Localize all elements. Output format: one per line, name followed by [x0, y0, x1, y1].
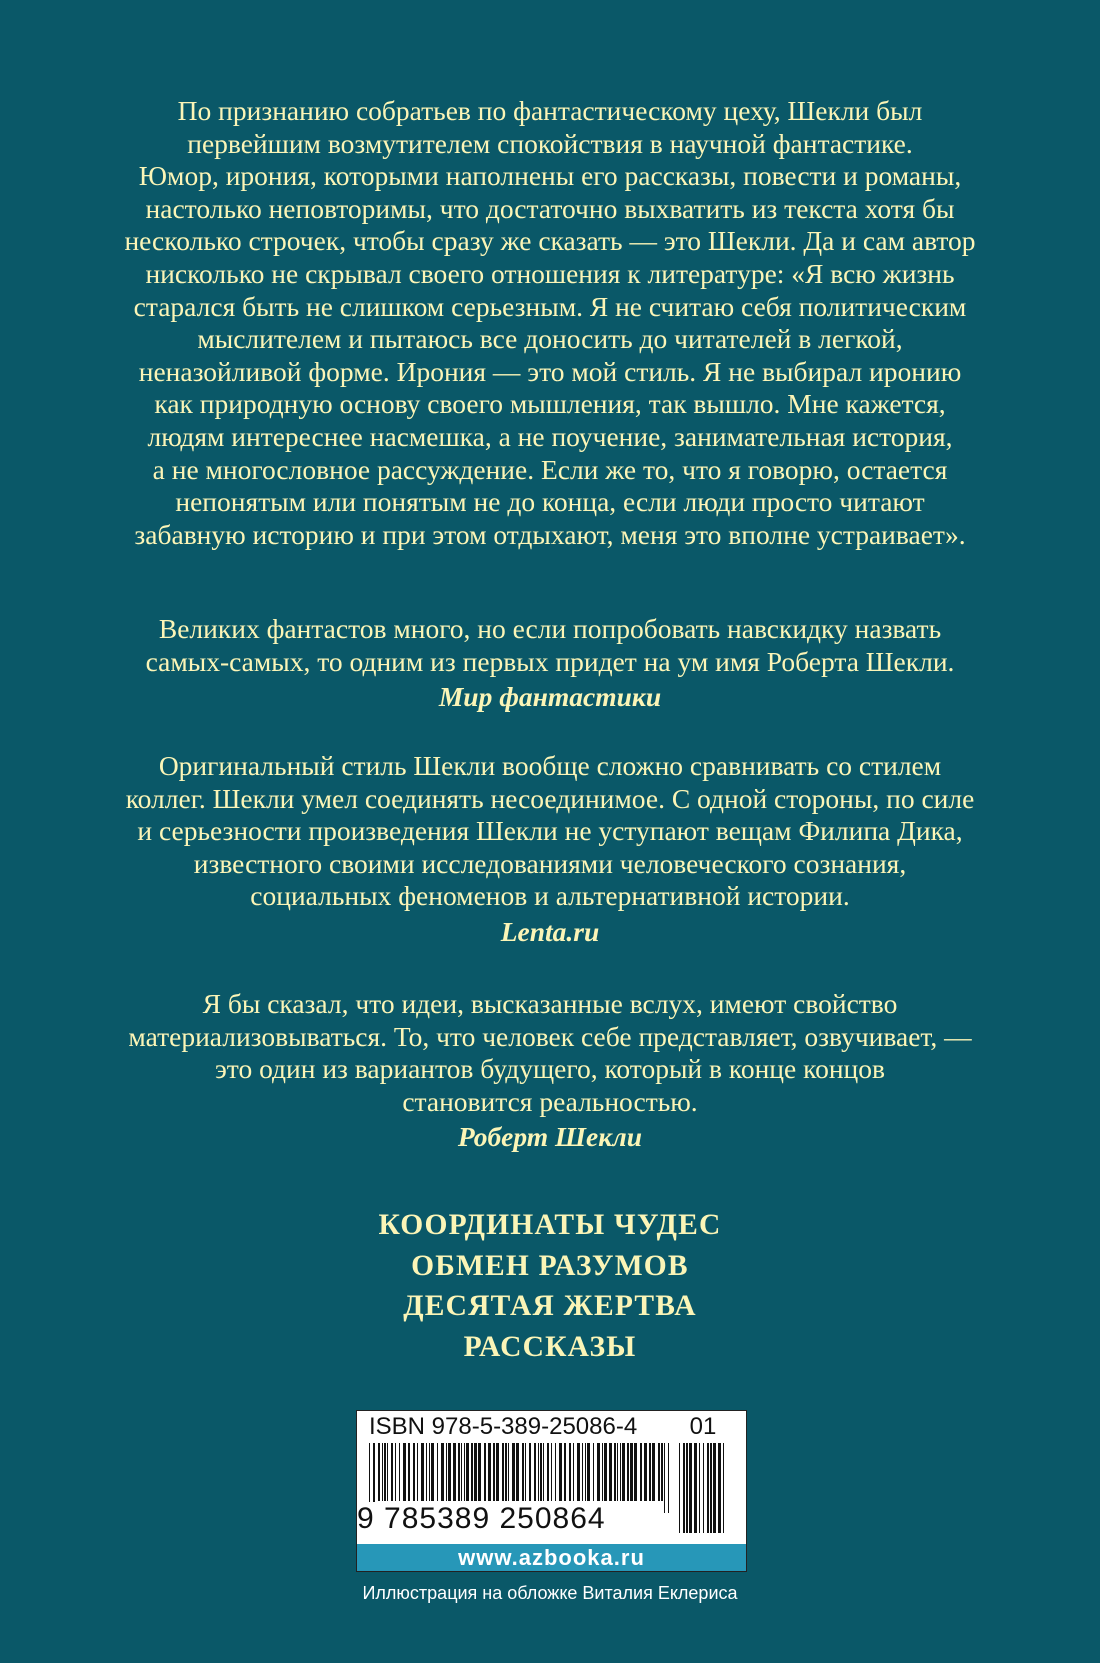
barcode-bar: [458, 1443, 460, 1501]
barcode-bar: [403, 1443, 406, 1501]
barcode-bar: [661, 1443, 663, 1501]
barcode-bar: [529, 1443, 531, 1501]
barcode-bar: [488, 1443, 491, 1501]
barcode-bar: [466, 1443, 469, 1501]
barcode-bar: [426, 1443, 427, 1501]
barcode-bar: [630, 1443, 633, 1501]
barcode-bar: [534, 1443, 536, 1501]
barcode-bar: [543, 1443, 544, 1501]
barcode-bar: [699, 1443, 700, 1533]
quote-sheckley: [0, 988, 1100, 1154]
barcode-bar: [573, 1443, 574, 1501]
barcode-bar: [378, 1443, 380, 1501]
barcode-bar: [620, 1443, 621, 1501]
barcode-bar: [431, 1443, 434, 1501]
barcode-bar: [421, 1443, 424, 1501]
quote-mir-fantastiki: [0, 613, 1100, 714]
quote-source: Lenta.ru: [500, 915, 600, 947]
ean-digits: [357, 1502, 667, 1536]
barcode-bar: [689, 1443, 692, 1533]
barcode-bar: [493, 1443, 495, 1501]
barcode-bar: [644, 1443, 647, 1501]
barcode-bar: [551, 1443, 552, 1501]
intro-line: непонятым или понятым не до конца, если люди просто читают: [175, 486, 925, 518]
barcode-bar: [602, 1443, 603, 1501]
barcode-bar: [694, 1443, 697, 1533]
barcode-bar: [516, 1443, 519, 1501]
barcode-bar: [540, 1443, 542, 1501]
barcode-bar: [508, 1443, 509, 1501]
book-titles: [0, 1205, 1100, 1367]
barcode-bar: [448, 1443, 451, 1501]
intro-line: людям интереснее насмешка, а не поучение, занимательная история,: [147, 420, 953, 452]
barcode-bar: [686, 1443, 688, 1533]
quote-line: и серьезности произведения Шекли не уступают вещам Филипа Дика,: [137, 815, 963, 847]
barcode-bar: [461, 1443, 462, 1501]
barcode-bar: [640, 1443, 642, 1501]
barcode-bar: [522, 1443, 524, 1501]
intro-line: По признанию собратьев по фантастическому цеху, Шекли был: [177, 95, 923, 126]
quote-source: Мир фантастики: [438, 681, 662, 713]
barcode-bar: [441, 1443, 444, 1501]
barcode-bar: [703, 1443, 704, 1533]
quote-line: это один из вариантов будущего, который в конце концов: [214, 1053, 885, 1085]
barcode-bar: [382, 1443, 383, 1501]
barcode-bar: [587, 1443, 590, 1501]
barcode-bar: [582, 1443, 583, 1501]
barcode-bar: [505, 1443, 507, 1501]
barcode-bar: [555, 1443, 556, 1501]
barcode-bar: [577, 1443, 580, 1501]
barcode-bar: [614, 1443, 616, 1501]
barcode-bar: [525, 1443, 526, 1501]
publisher-url: www.azbooka.ru: [357, 1544, 746, 1571]
quote-line: социальных феноменов и альтернативной истории.: [250, 880, 850, 912]
quote-lenta: [0, 750, 1100, 949]
barcode-bar: [384, 1443, 386, 1501]
barcode-bar: [668, 1443, 669, 1513]
barcode-bar: [649, 1443, 651, 1501]
barcode-bar: [597, 1443, 600, 1501]
intro-line: настолько неповторимы, что достаточно выхватить из текста хотя бы: [145, 192, 955, 224]
barcode-bar: [437, 1443, 438, 1501]
barcode-bar: [559, 1443, 562, 1501]
isbn-addon-code: 01: [689, 1413, 717, 1440]
barcode-bar: [478, 1443, 481, 1501]
barcode-bar: [593, 1443, 594, 1501]
barcode-bar: [417, 1443, 418, 1501]
intro-line: первейшим возмутителем спокойствия в научной фантастике.: [187, 127, 913, 159]
barcode-bar: [683, 1443, 685, 1533]
barcode-bar: [399, 1443, 400, 1501]
barcode-bar: [547, 1443, 549, 1501]
barcode-bar: [634, 1443, 637, 1501]
barcode-bar: [564, 1443, 566, 1501]
cover-credit: Иллюстрация на обложке Виталия Еклериса: [362, 1583, 738, 1603]
barcode-bar: [713, 1443, 716, 1533]
barcode-bar: [622, 1443, 625, 1501]
quote-line: материализовываться. То, что человек себе представляет, озвучивает, —: [128, 1020, 972, 1052]
barcode-bar: [718, 1443, 721, 1533]
barcode-bar: [464, 1443, 465, 1501]
barcode-bar: [609, 1443, 612, 1501]
intro-line: несколько строчек, чтобы сразу же сказать — это Шекли. Да и сам автор: [124, 225, 976, 257]
barcode-bar: [471, 1443, 473, 1501]
ean-digits-text: 9 785389 250864: [357, 1502, 606, 1535]
quote-source: Роберт Шекли: [457, 1121, 643, 1153]
barcode-bar: [710, 1443, 712, 1533]
barcode-bar: [408, 1443, 410, 1501]
intro-line: Юмор, ирония, которыми наполнены его рассказы, повести и романы,: [138, 160, 962, 192]
barcode-bar: [538, 1443, 539, 1501]
barcode-bar: [395, 1443, 396, 1501]
intro-line: как природную основу своего мышления, так вышло. Мне кажется,: [154, 388, 946, 420]
quote-line: Великих фантастов много, но если попробовать навскидку назвать: [158, 613, 942, 644]
intro-line: нисколько не скрывал своего отношения к литературе: «Я всю жизнь: [145, 257, 955, 289]
intro-line: мыслителем и пытаюсь все доносить до читателей в легкой,: [197, 323, 903, 355]
quote-line: Оригинальный стиль Шекли вообще сложно сравнивать со стилем: [158, 750, 942, 781]
barcode-bar: [512, 1443, 515, 1501]
barcode-bar: [429, 1443, 430, 1501]
barcode-panel: [356, 1410, 747, 1572]
barcode-bar: [496, 1443, 499, 1501]
intro-line: а не многословное рассуждение. Если же то, что я говорю, остается: [152, 453, 948, 485]
quote-line: Я бы сказал, что идеи, высказанные вслух, имеют свойство: [202, 988, 898, 1019]
addon-barcode-bars: [679, 1443, 729, 1533]
barcode-bar: [484, 1443, 486, 1501]
book-title: РАССКАЗЫ: [463, 1330, 637, 1363]
intro-line: старался быть не слишком серьезным. Я не считаю себя политическим: [133, 290, 967, 322]
barcode-bar: [652, 1443, 655, 1501]
barcode-bar: [453, 1443, 456, 1501]
barcode-bar: [679, 1443, 680, 1533]
barcode-bar: [658, 1443, 660, 1501]
book-title: ОБМЕН РАЗУМОВ: [411, 1249, 689, 1282]
barcode-bar: [569, 1443, 571, 1501]
barcode-bar: [585, 1443, 586, 1501]
book-title: КООРДИНАТЫ ЧУДЕС: [378, 1209, 722, 1241]
isbn-label: ISBN 978-5-389-25086-4: [369, 1413, 638, 1440]
barcode-bar: [617, 1443, 618, 1501]
barcode-bar: [413, 1443, 415, 1501]
barcode-bar: [502, 1443, 504, 1501]
quote-line: коллег. Шекли умел соединять несоединимое. С одной стороны, по силе: [125, 782, 975, 814]
quote-line: известного своими исследованиями человеческого сознания,: [193, 847, 907, 879]
barcode-bar: [604, 1443, 607, 1501]
barcode-bar: [391, 1443, 393, 1501]
book-title: ДЕСЯТАЯ ЖЕРТВА: [403, 1290, 697, 1322]
intro-paragraph: [0, 95, 1100, 551]
barcode-bar: [446, 1443, 447, 1501]
barcode-bar: [387, 1443, 388, 1501]
quote-line: самых-самых, то одним из первых придет на ум имя Роберта Шекли.: [145, 645, 955, 677]
barcode-bar: [723, 1443, 724, 1533]
intro-line: неназойливой форме. Ирония — это мой стиль. Я не выбирал иронию: [138, 355, 962, 387]
barcode-bar: [707, 1443, 709, 1533]
intro-line: забавную историю и при этом отдыхают, меня это вполне устраивает».: [134, 518, 966, 550]
barcode-bar: [474, 1443, 477, 1501]
barcode-bar: [627, 1443, 629, 1501]
quote-line: становится реальностью.: [402, 1085, 698, 1117]
